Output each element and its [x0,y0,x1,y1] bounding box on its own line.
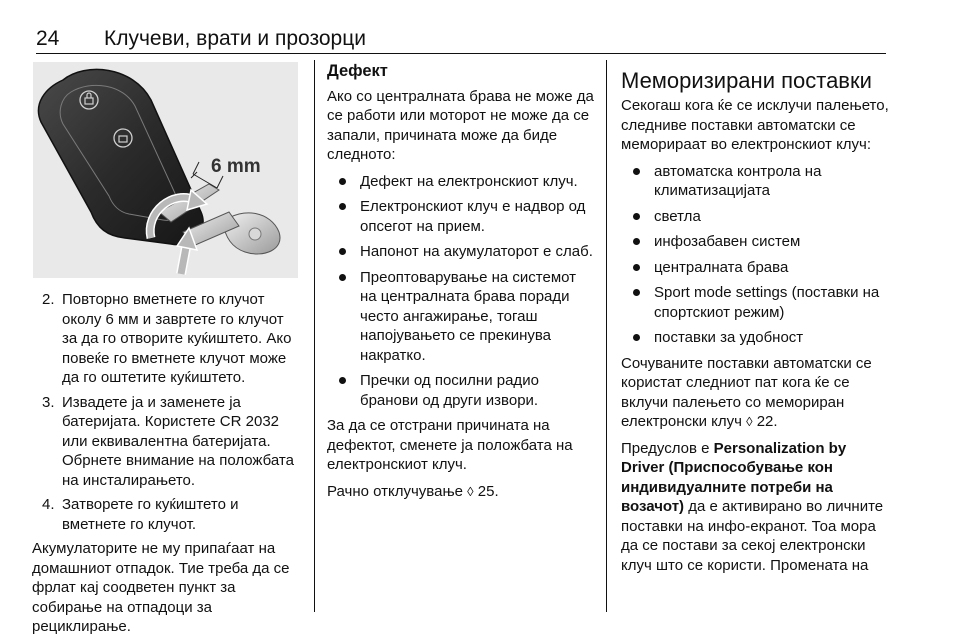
page-reference-icon: ◊ [467,483,474,499]
column-left [32,290,300,642]
key-battery-illustration [33,62,298,278]
memorized-settings-list [621,162,889,348]
page-reference-link[interactable]: 22. [756,413,778,430]
list-item: Sport mode settings (поставки на спортскиот режим) [621,283,889,322]
list-item: 3. Извадете ја и заменете ја батеријата. Користете CR 2032 или еквивалентна батеријата. Обрнете внимание на положбата на инсталирањето. [42,393,294,489]
list-item: автоматска контрола на климатизацијата [621,162,889,201]
list-item: поставки за удобност [621,328,889,348]
memorized-usage-paragraph: Сочуваните поставки автоматски се користат следниот пат кога ќе се вклучи палењето со мемориран електронски клуч ◊ 22. [621,354,872,430]
list-item: 2. Повторно вметнете го клучот околу 6 мм и завртете го клучот за да го отворите куќиштето. Ако повеќе го вметнете клучот може да го оштетите куќиштето. [42,291,292,386]
list-item: Електронскиот клуч е надвор од опсегот на прием. [327,197,595,236]
list-item: централната брава [621,258,889,278]
fault-remedy: За да се отстрани причината на дефектот, сменете ја положбата на електронскиот клуч. [327,417,573,473]
manual-unlock-reference: Рачно отклучување ◊ 25. [327,482,499,500]
personalization-setting-name: Personalization by Driver (Приспособување кон индивидуалните потреби на возачот) [621,439,847,515]
list-item: Пречки од посилни радио бранови од други извори. [327,371,595,410]
list-item: инфозабавен систем [621,232,889,252]
bullet-icon [339,274,346,281]
page-reference-link[interactable]: 25. [477,482,499,500]
section-heading-memorized-settings: Меморизирани поставки [621,68,872,93]
bullet-icon [339,377,346,384]
list-item: Преоптоварување на системот на централната брава поради често ангажирање, тогаш напојувањето се прекинува накратко. [327,268,595,366]
bullet-icon [633,213,640,220]
fault-intro: Ако со централната брава не може да се работи или моторот не може да се запали, причината може да биде следното: [327,87,594,163]
column-middle [327,62,595,508]
list-item: 4. Затворете го куќиштето и вметнете го клучот. [42,496,239,533]
battery-disposal-note: Акумулаторите не му припаѓаат на домашниот отпадок. Тие треба да се фрлат кај соодветен пункт за собирање на отпадоци за рециклирање. [32,540,290,635]
section-heading-fault: Дефект [327,62,388,80]
bullet-icon [339,178,346,185]
bullet-icon [633,264,640,271]
column-divider [606,60,607,612]
bullet-icon [339,248,346,255]
bullet-icon [633,289,640,296]
column-divider [314,60,315,612]
key-fob-icon [38,69,203,244]
bullet-icon [339,203,346,210]
bullet-icon [633,238,640,245]
header-divider [36,53,886,54]
list-item: светла [621,207,889,227]
page-reference-icon: ◊ [746,414,753,429]
bullet-icon [633,334,640,341]
column-right [621,68,889,582]
fault-causes-list [327,172,595,411]
bullet-icon [633,168,640,175]
list-item: Дефект на електронскиот клуч. [327,172,595,192]
page-number: 24 [36,27,60,50]
key-fob-drawing [33,62,298,278]
dimension-label: 6 mm [211,156,261,177]
page-title: Клучеви, врати и прозорци [104,27,366,50]
personalization-paragraph: Предуслов е Personalization by Driver (Приспособување кон индивидуалните потреби на возачот) да е активирано во личните поставки на инфо-екранот. Тоа мора да се постави за секој електронски клуч што се користи. Промената на [621,439,884,574]
list-item: Напонот на акумулаторот е слаб. [327,242,595,262]
battery-steps-list [32,290,300,534]
memorized-intro: Секогаш кога ќе се исклучи палењето, следниве поставки автоматски се меморираат во електронскиот клуч: [621,97,889,153]
